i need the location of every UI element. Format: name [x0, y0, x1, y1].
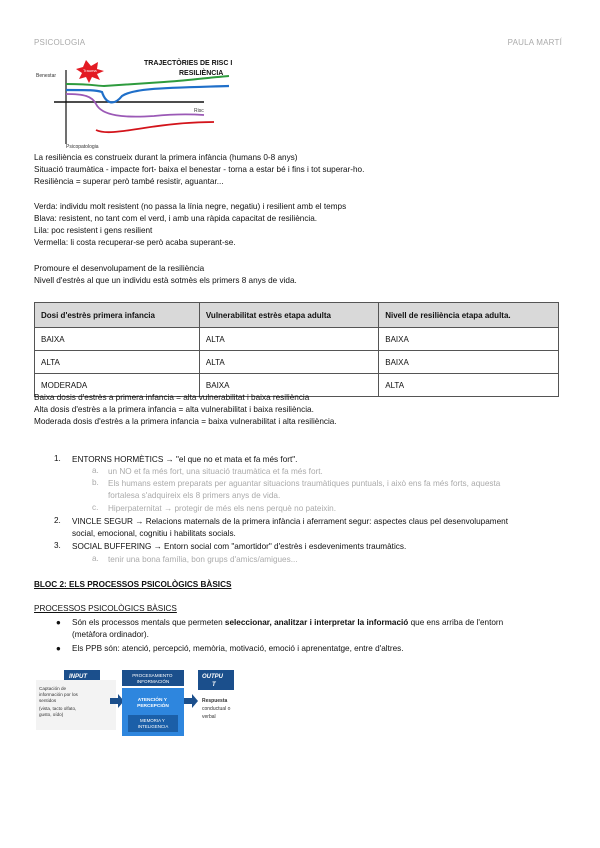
fig2-input-title: INPUT: [69, 674, 87, 680]
fig2-input-text: información por los: [39, 692, 78, 697]
fig2-output-text: verbal: [202, 714, 216, 720]
table-cell: ALTA: [379, 374, 559, 397]
fig2-process-box2: MEMORIA Y: [140, 718, 165, 723]
list-letter: b.: [92, 478, 99, 487]
table-cell: BAIXA: [35, 328, 200, 351]
list-subitem: Hiperpaternitat → protegir de més els nens perquè no pateixin.: [108, 504, 337, 513]
table-row: [35, 328, 559, 351]
fig2-process-title: PROCESAMIENTO: [132, 673, 173, 678]
list-item-continued: social, emocional, cognitiu i habilitats socials.: [72, 529, 236, 538]
table-cell: ALTA: [199, 351, 378, 374]
promote-line-1: Promoure el desenvolupament de la resiliència: [34, 264, 205, 273]
dose-line-2: Alta dosis d'estrès a la primera infancia = alta vulnerabilitat i baixa resiliència.: [34, 405, 314, 414]
table-cell: MODERADA: [35, 374, 200, 397]
list-number: 3.: [54, 541, 61, 550]
fig2-output-header: [198, 670, 234, 690]
bullet-1-post: que ens arriba de l'entorn: [408, 618, 504, 627]
intro-line-3: Resiliència = superar però també resistir, aguantar...: [34, 177, 224, 186]
bullet-1-pre: Són els processos mentals que permeten: [72, 618, 225, 627]
fig2-output-title: T: [212, 682, 216, 688]
table-header-cell: Nivell de resiliència etapa adulta.: [379, 303, 559, 328]
list-letter: c.: [92, 503, 99, 512]
fig1-y-bottom-label: Psicopatologia: [66, 144, 99, 150]
fig2-output-title: OUTPU: [202, 674, 223, 680]
fig2-output-text: Respuesta: [202, 698, 228, 704]
fig2-input-text: sentidos: [39, 698, 57, 703]
table-header-cell: Vulnerabilitat estrès etapa adulta: [199, 303, 378, 328]
intro-line-1: La resiliència es construeix durant la primera infància (humans 0-8 anys): [34, 153, 298, 162]
fig2-input-text: Captación de: [39, 686, 67, 691]
dose-line-1: Baixa dosis d'estrès a primera infancia = alta vulnerabilitat i baixa resiliència: [34, 393, 310, 402]
color-blue-text: Blava: resistent, no tant com el verd, i amb una ràpida capacitat de resiliència.: [34, 214, 318, 223]
fig2-process-title: INFORMACIÓN: [136, 679, 170, 684]
fig1-y-top-label: Benestar: [36, 73, 57, 79]
color-green-text: Verda: individu molt resistent (no passa la línia negre, negatiu) i resilient amb el temps: [34, 202, 347, 211]
fig2-process-box1: PERCEPCIÓN: [137, 704, 169, 709]
section-title: PROCESSOS PSICOLÒGICS BÀSICS: [34, 604, 177, 613]
svg-text:MEMORIA Y INTELIGENCIA: [138, 718, 169, 729]
fig1-title-2: RESILIÈNCIA: [179, 70, 224, 77]
list-number: 1.: [54, 454, 61, 463]
fig2-process-box2: INTELIGENCIA: [137, 724, 169, 729]
svg-text:PROCESAMIENTO INFORMACIÓN: [132, 673, 174, 684]
list-subitem: tenir una bona família, bon grups d'amics/amigues...: [108, 555, 298, 564]
intro-line-2: Situació traumàtica - impacte fort- baixa el benestar - torna a estar bé i fins i tot superar-ho.: [34, 165, 365, 174]
table-header-cell: Dosi d'estrès primera infancia: [35, 303, 200, 328]
list-subitem: un NO et fa més fort, una situació traumàtica et fa més fort.: [108, 467, 323, 476]
table-cell: ALTA: [35, 351, 200, 374]
header-subject: PSICOLOGIA: [34, 38, 86, 47]
list-item-hormetic: ENTORNS HORMÈTICS → "el que no et mata et fa més fort".: [72, 455, 298, 464]
table-header-row: [35, 303, 559, 328]
table-cell: ALTA: [199, 328, 378, 351]
bullet-2: Els PPB són: atenció, percepció, memòria, motivació, emoció i aprenentatge, entre d'altres.: [72, 644, 404, 653]
list-subitem-continued: fortalesa s'adquireix els 8 primers anys de vida.: [108, 491, 281, 500]
bloc-title: BLOC 2: ELS PROCESSOS PSICOLÒGICS BÀSICS: [34, 580, 232, 589]
list-letter: a.: [92, 554, 99, 563]
list-item-secure-bond: VINCLE SEGUR → Relacions maternals de la primera infància i aferrament segur: aspectes claus pel desenvolupament: [72, 517, 508, 526]
table-cell: BAIXA: [379, 328, 559, 351]
fig2-process-box1: ATENCIÓN Y: [137, 698, 167, 703]
fig1-title-1: TRAJECTÒRIES DE RISC I: [144, 60, 233, 67]
svg-text:ATENCIÓN Y PERCEPCIÓN: [137, 695, 169, 709]
color-red-text: Vermella: li costa recuperar-se però acaba superant-se.: [34, 238, 236, 247]
promote-line-2: Nivell d'estrès al que un individu està sotmès els primers 8 anys de vida.: [34, 276, 297, 285]
bullet-1-bold: seleccionar, analitzar i interpretar la informació: [224, 618, 409, 627]
table-cell: BAIXA: [379, 351, 559, 374]
fig2-input-text: (vista, tacto olfato,: [39, 706, 77, 711]
information-processing-figure: [34, 668, 266, 740]
fig1-trauma-label: Trauma: [83, 68, 97, 73]
header-author: PAULA MARTÍ: [507, 38, 562, 47]
list-item-social-buffering: SOCIAL BUFFERING → Entorn social com "amortidor" d'estrès i esdeveniments traumàtics.: [72, 542, 407, 551]
list-letter: a.: [92, 466, 99, 475]
fig1-risk-label: Risc: [194, 108, 204, 114]
color-purple-text: Lila: poc resistent i gens resilient: [34, 226, 153, 235]
list-subitem: Els humans estem preparats per aguantar situacions traumàtiques puntuals, i això ens fa més forts, aquesta: [108, 479, 501, 488]
bullet-dot: ●: [56, 644, 61, 653]
table-row: [35, 351, 559, 374]
list-number: 2.: [54, 516, 61, 525]
fig2-output-text: conductual o: [202, 706, 231, 712]
resilience-trajectories-figure: [34, 52, 234, 152]
bullet-1-line-2: (metàfora ordinador).: [72, 630, 149, 639]
bullet-dot: ●: [56, 618, 61, 627]
table-cell: BAIXA: [199, 374, 378, 397]
dose-line-3: Moderada dosis d'estrès a la primera infancia = baixa vulnerabilitat i alta resiliència.: [34, 417, 337, 426]
stress-resilience-table: [34, 302, 559, 397]
bullet-1: [72, 617, 503, 628]
fig2-input-text: gusto, oído): [39, 712, 64, 717]
